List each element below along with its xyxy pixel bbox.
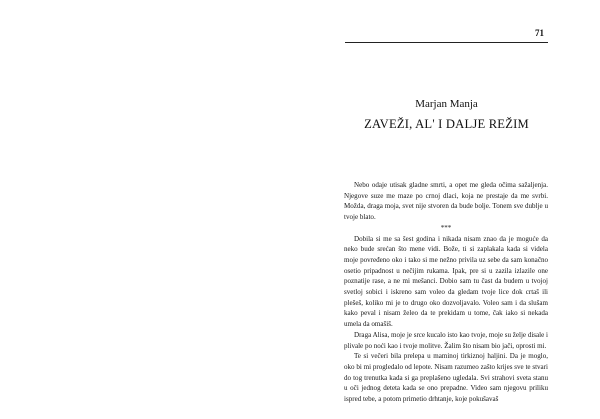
paragraph: Nebo odaje utisak gladne smrti, a opet me gleda očima sažaljenja. Njegove suze me maze po crnoj dlaci, koja ne prestaje da me svrbi. Možda, draga moja, svet nije stvoren da bude bolje. Tonem sve dublje u tvoje blato. bbox=[344, 181, 548, 222]
paragraph: Draga Alisa, moje je srce kucalo isto kao tvoje, moje su želje disale i plivale po noći kao i tvoje molitve. Žalim što nisam bio jači, oprosti mi. bbox=[344, 330, 548, 350]
header-rule bbox=[345, 42, 548, 43]
story-body bbox=[344, 180, 548, 405]
story-title: ZAVEŽI, AL' I DALJE REŽIM bbox=[364, 117, 529, 131]
paragraph: Dobila si me sa šest godina i nikada nisam znao da je moguće da neko bude srećan što mene vidi. Bože, ti si zaplakala kada si videla moje povređeno oko i tako si me nežno privila uz sebe da sam konačno osetio pripadnost u nečijim rukama. Ipak, pre si u zazila izlazile one poznatije rase, a ne mi mešanci. Dobio sam tu čast da budem u tvojoj svetloj sobici i iskreno sam voleo da gledam tvoje lice dok crtaš ili plešeš, koliko mi je to drugo oko dozvoljavalo. Voleo sam i da slušam kako peval i nisam želeo da te prekidam u tome, čak iako si nekada umela da omašiš. bbox=[344, 234, 548, 329]
section-separator: *** bbox=[440, 223, 452, 232]
paragraph: Te si večeri bila prelepa u maminoj tirkiznoj haljini. Da je moglo, oko bi mi progledalo od lepote. Nisam razumeo zašto krijes sve te stvari do tog trenutka kada si ga preplašeno ugledala. Svi strahovi sveta stanu u oči jednog deteta kada se ono prepadne. Video sam njegovu priliku ispred tebe, a potom primetio drhtanje, koje pokušavaš bbox=[344, 352, 548, 404]
page-number: 71 bbox=[535, 28, 544, 38]
author-name: Marjan Manja bbox=[415, 98, 478, 110]
